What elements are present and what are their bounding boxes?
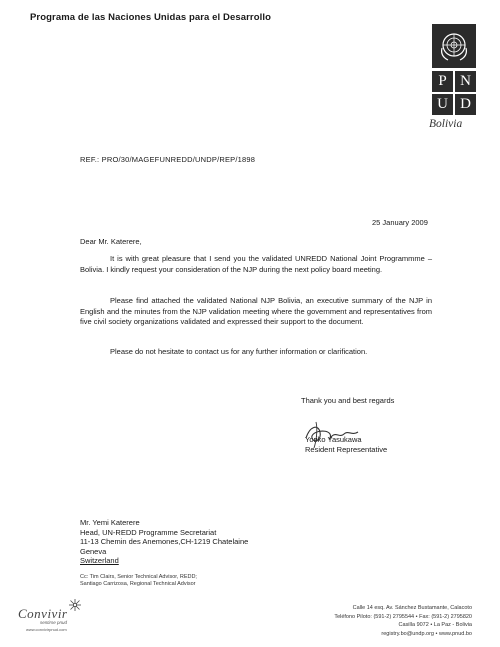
signer-name: Yoriko Yasukawa <box>305 435 362 444</box>
office-city-line: Casilla 9072 • La Paz - Bolivia <box>398 622 472 628</box>
recipient-name: Mr. Yemi Katerere <box>80 518 140 527</box>
organization-name: Programa de las Naciones Unidas para el Desarrollo <box>30 12 272 23</box>
logo-letter: N <box>455 71 476 92</box>
undp-logo <box>432 24 476 122</box>
recipient-position: Head, UN-REDD Programme Secretariat <box>80 527 217 537</box>
cc-line: Cc: Tim Clairs, Senior Technical Advisor, REDD; <box>80 574 197 580</box>
cc-list <box>80 574 197 588</box>
signer-title: Resident Representative <box>305 445 388 454</box>
letter-date: 25 January 2009 <box>372 218 428 227</box>
logo-letter: P <box>432 71 453 92</box>
office-contact-line: registry.bo@undp.org • www.pnud.bo <box>381 630 472 637</box>
salutation: Dear Mr. Katerere, <box>80 237 142 246</box>
office-address-line: Calle 14 esq. Av. Sánchez Bustamante, Calacoto <box>352 605 472 611</box>
body-paragraph-3: Please do not hesitate to contact us for any further information or clarification. <box>110 347 368 356</box>
recipient-city: Geneva <box>80 546 107 556</box>
convivir-url: www.convivirpnud.com <box>26 627 67 632</box>
recipient-street: 11-13 Chemin des Anemones,CH-1219 Chatelaine <box>80 537 249 547</box>
logo-letter: D <box>455 94 476 115</box>
cc-line: Santiago Carrizosa, Regional Technical Advisor <box>80 581 196 587</box>
flower-icon <box>68 598 82 612</box>
recipient-country: Switzerland <box>80 556 119 566</box>
convivir-wordmark: Convivir <box>18 606 68 621</box>
closing-line: Thank you and best regards <box>301 396 395 405</box>
logo-letter: U <box>432 94 453 115</box>
body-paragraph-1: It is with great pleasure that I send you the validated UNREDD National Joint Programmme – Bolivia. I kindly request your consideration of the NJP during the next policy board meeting. <box>80 254 432 274</box>
recipient-address <box>80 518 248 566</box>
reference-number: REF.: PRO/30/MAGEFUNREDD/UNDP/REP/1898 <box>80 155 256 164</box>
logo-letters <box>432 71 476 115</box>
convivir-logo <box>18 606 98 632</box>
logo-country: Bolivia <box>429 118 463 130</box>
un-emblem-icon <box>432 24 476 68</box>
body-paragraph-2: Please find attached the validated National NJP Bolivia, an executive summary of the NJP in English and the minutes from the NJP validation meeting where the government and representatives from five civil society organizations validated and expressed their support to the document. <box>80 296 432 326</box>
convivir-tagline: sentirse pnud <box>40 620 68 625</box>
office-address <box>300 604 472 638</box>
office-phone-line: Teléfono Piloto: (591-2) 2795544 • Fax: (591-2) 2795820 <box>334 613 472 620</box>
signer-block <box>305 435 387 455</box>
